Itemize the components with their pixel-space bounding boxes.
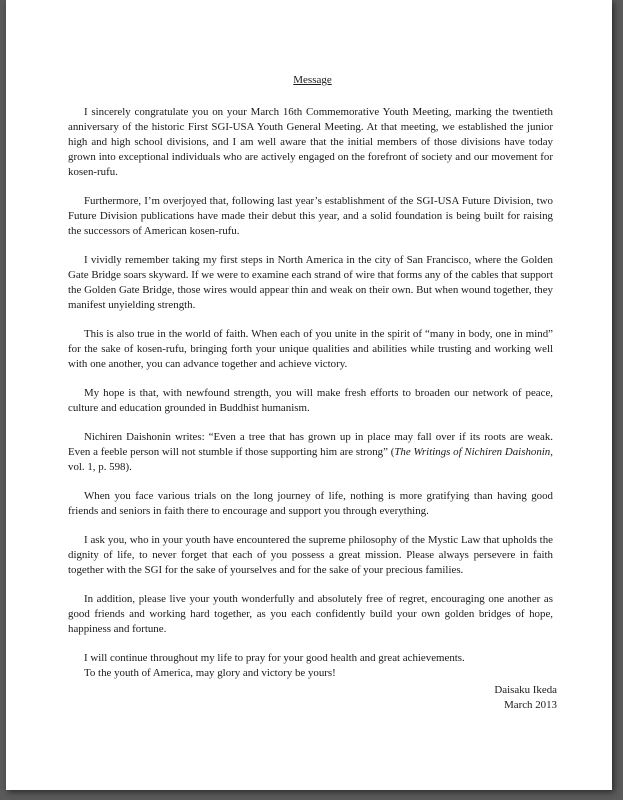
paragraph-youth: In addition, please live your youth wonderfully and absolutely free of regret, encouraging one another as good friends and working hard together, as you each confidently build your own golden bridges of hope, happiness and fortune. [68,593,553,635]
paragraph-congratulation: I sincerely congratulate you on your March 16th Commemorative Youth Meeting, marking the twentieth anniversary of the historic First SGI-USA Youth General Meeting. At that meeting, we established the junior high and high school divisions, and I am well aware that the initial members of those divisions have today grown into exceptional individuals who are actively engaged on the forefront of society and our movement for kosen-rufu. [68,106,553,178]
paragraph-quote [68,430,553,475]
paragraph-golden-gate: I vividly remember taking my first steps in North America in the city of San Francisco, where the Golden Gate Bridge soars skyward. If we were to examine each strand of wire that forms any of the cables that support the Golden Gate Bridge, those wires would appear thin and weak on their own. But when wound together, they manifest unyielding strength. [68,254,553,311]
paragraph-faith: This is also true in the world of faith. When each of you unite in the spirit of “many in body, one in mind” for the sake of kosen-rufu, bringing forth your unique qualities and abilities while trusting and working well with one another, you can advance together and achieve victory. [68,328,553,370]
quote-book-title: The Writings of Nichiren Daishonin [394,446,551,458]
page-title: Message [293,74,332,86]
quote-citation: , vol. 1, p. 598). [68,446,553,473]
closing-line-victory: To the youth of America, may glory and victory be yours! [84,667,336,679]
signature-block [494,683,557,713]
quote-text: Nichiren Daishonin writes: “Even a tree that has grown up in place may fall over if its roots are weak. Even a feeble person will not stumble if those supporting him are strong” ( [68,431,553,458]
signature-name: Daisaku Ikeda [494,684,557,696]
closing-line-prayer: I will continue throughout my life to pray for your good health and great achievements. [84,652,465,664]
paragraph-trials: When you face various trials on the long journey of life, nothing is more gratifying than having good friends and seniors in faith there to encourage and support you through everything. [68,490,553,517]
document-page [6,0,612,790]
paragraph-mission: I ask you, who in your youth have encountered the supreme philosophy of the Mystic Law that upholds the dignity of life, to never forget that each of you possess a great mission. Please always persevere in faith together with the SGI for the sake of yourselves and for the sake of your precious families. [68,534,553,576]
paragraph-hope: My hope is that, with newfound strength, you will make fresh efforts to broaden our network of peace, culture and education grounded in Buddhist humanism. [68,387,553,414]
paragraph-future-division: Furthermore, I’m overjoyed that, following last year’s establishment of the SGI-USA Future Division, two Future Division publications have made their debut this year, and a solid foundation is being built for raising the successors of American kosen-rufu. [68,195,553,237]
signature-date: March 2013 [504,699,557,711]
